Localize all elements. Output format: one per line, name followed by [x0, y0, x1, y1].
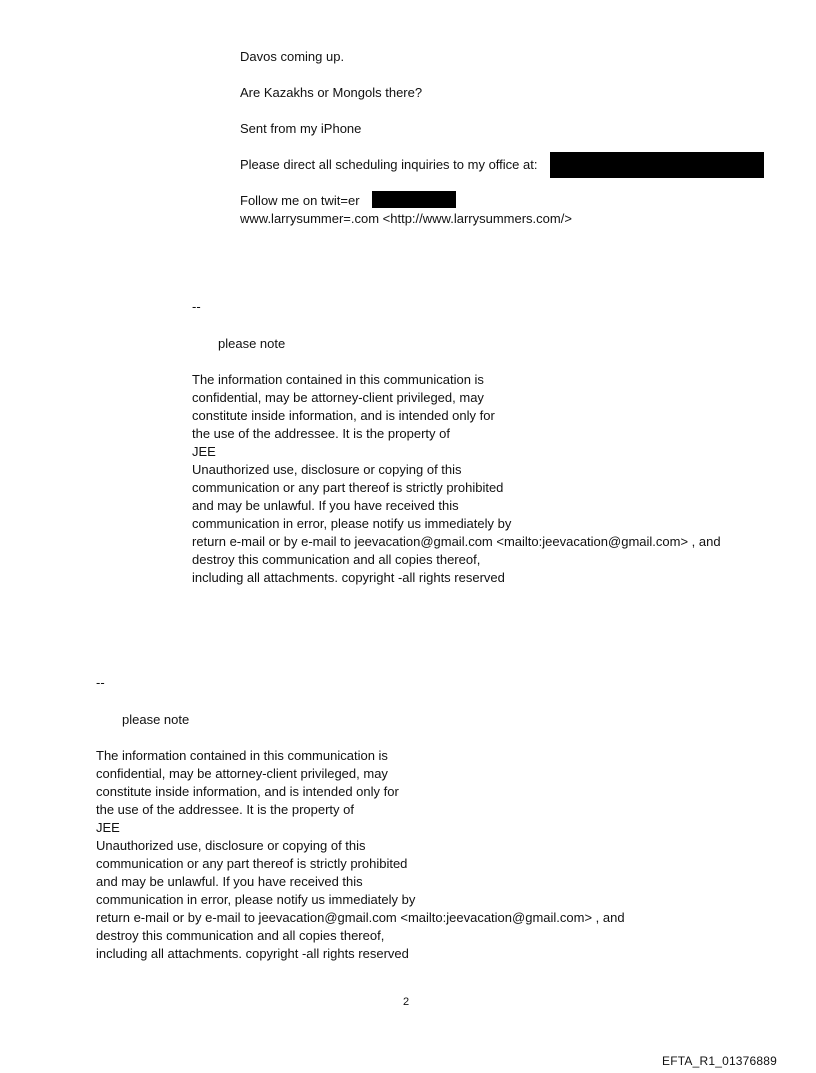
disclaimer-line: JEE [192, 444, 216, 459]
signature-2-disclaimer [96, 747, 625, 963]
disclaimer-line: including all attachments. copyright -all rights reserved [192, 570, 505, 585]
message-line-question: Are Kazakhs or Mongols there? [240, 85, 423, 100]
signature-2-heading: please note [122, 712, 190, 727]
disclaimer-line: Unauthorized use, disclosure or copying of this [96, 838, 366, 853]
signature-1-disclaimer [192, 371, 721, 587]
disclaimer-line: confidential, may be attorney-client privileged, may [96, 766, 388, 781]
document-id: EFTA_R1_01376889 [662, 1054, 778, 1068]
signature-1-separator: -- [192, 299, 201, 314]
disclaimer-line: constitute inside information, and is intended only for [192, 408, 495, 423]
disclaimer-line: the use of the addressee. It is the property of [96, 802, 354, 817]
message-line-sent-from: Sent from my iPhone [240, 121, 362, 136]
message-line-davos: Davos coming up. [240, 49, 345, 64]
disclaimer-line: The information contained in this communication is [96, 748, 388, 763]
redaction-bar-office-contact [550, 152, 764, 178]
message-line-twitter: Follow me on twit=er [240, 193, 360, 208]
message-line-scheduling: Please direct all scheduling inquiries to my office at: [240, 157, 538, 172]
disclaimer-line: and may be unlawful. If you have received this [96, 874, 363, 889]
disclaimer-line: Unauthorized use, disclosure or copying of this [192, 462, 462, 477]
redaction-bar-twitter-handle [372, 191, 456, 208]
disclaimer-line: destroy this communication and all copies thereof, [96, 928, 385, 943]
disclaimer-line: including all attachments. copyright -all rights reserved [96, 946, 409, 961]
disclaimer-line: communication in error, please notify us immediately by [96, 892, 416, 907]
signature-1-heading: please note [218, 336, 286, 351]
disclaimer-line: return e-mail or by e-mail to jeevacation@gmail.com <mailto:jeevacation@gmail.com> , and [96, 910, 625, 925]
disclaimer-line: and may be unlawful. If you have received this [192, 498, 459, 513]
disclaimer-line: communication or any part thereof is strictly prohibited [96, 856, 408, 871]
disclaimer-line: communication or any part thereof is strictly prohibited [192, 480, 504, 495]
disclaimer-line: destroy this communication and all copies thereof, [192, 552, 481, 567]
disclaimer-line: JEE [96, 820, 120, 835]
disclaimer-line: confidential, may be attorney-client privileged, may [192, 390, 484, 405]
message-line-website: www.larrysummer=.com <http://www.larrysummers.com/> [240, 211, 572, 226]
disclaimer-line: The information contained in this communication is [192, 372, 484, 387]
disclaimer-line: return e-mail or by e-mail to jeevacation@gmail.com <mailto:jeevacation@gmail.com> , and [192, 534, 721, 549]
disclaimer-line: the use of the addressee. It is the property of [192, 426, 450, 441]
page-number: 2 [403, 996, 410, 1008]
disclaimer-line: communication in error, please notify us immediately by [192, 516, 512, 531]
disclaimer-line: constitute inside information, and is intended only for [96, 784, 399, 799]
signature-2-separator: -- [96, 675, 105, 690]
